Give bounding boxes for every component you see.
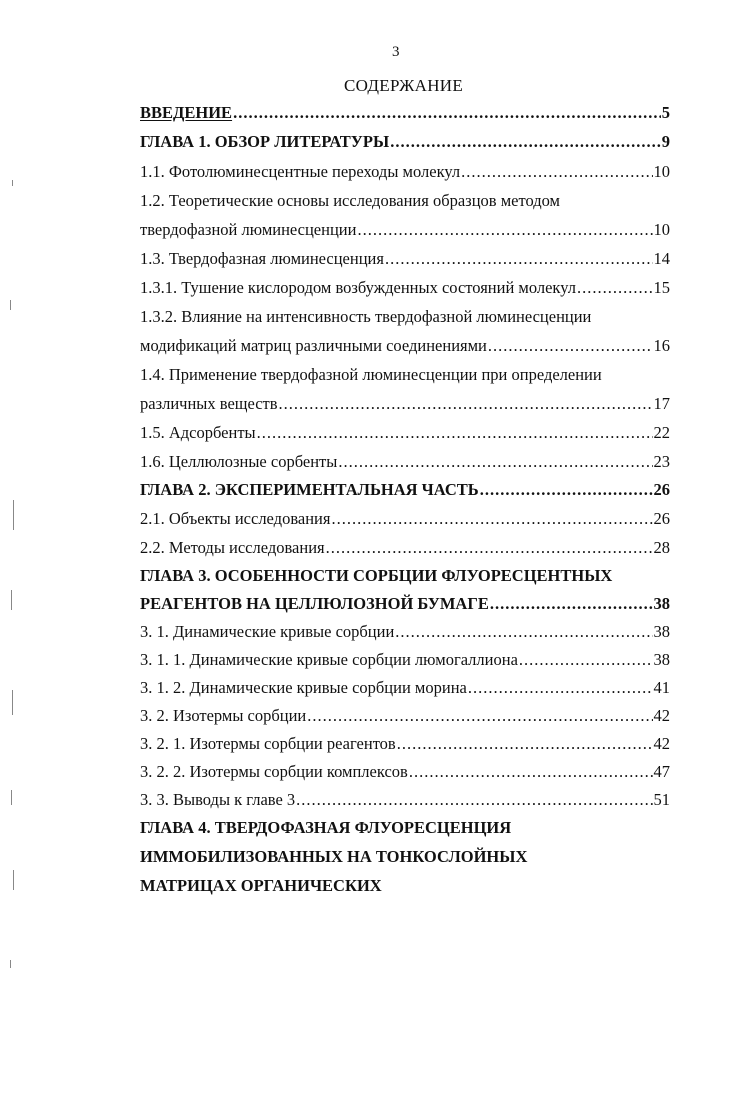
toc-entry-2-2: [140, 538, 670, 558]
toc-entry-3-1-2: [140, 678, 670, 698]
dot-leader: [307, 706, 652, 726]
toc-entry-intro: [140, 103, 670, 123]
toc-entry-page: 26: [653, 480, 670, 499]
toc-entry-page: 28: [653, 538, 670, 557]
dot-leader: [397, 734, 653, 754]
dot-leader: [331, 509, 652, 529]
dot-leader: [461, 162, 652, 182]
toc-entry-page: 51: [653, 790, 670, 809]
dot-leader: [279, 394, 653, 414]
toc-entry-text: ГЛАВА 1. ОБЗОР ЛИТЕРАТУРЫ: [140, 132, 390, 151]
dot-leader: [409, 762, 653, 782]
toc-entry-3-1-1: [140, 650, 670, 670]
scan-speck: [10, 300, 11, 310]
dot-leader: [490, 594, 653, 614]
dot-leader: [326, 538, 653, 558]
toc-entry-text: 1.3.1. Тушение кислородом возбужденных состояний молекул: [140, 278, 576, 297]
page-number: 3: [392, 44, 400, 60]
toc-entry-text: 1.3.2. Влияние на интенсивность твердофазной люминесценции: [140, 307, 592, 326]
dot-leader: [577, 278, 653, 298]
dot-leader: [357, 220, 652, 240]
toc-entry-1-2: [140, 220, 670, 240]
toc-entry-1-5: [140, 423, 670, 443]
scan-speck: [11, 790, 12, 805]
toc-entry-page: 17: [653, 394, 670, 413]
dot-leader: [257, 423, 653, 443]
toc-entry-3-3: [140, 790, 670, 810]
toc-entry-text: 3. 1. Динамические кривые сорбции: [140, 622, 395, 641]
toc-entry-text: твердофазной люминесценции: [140, 220, 357, 239]
toc-entry-page: 10: [653, 220, 670, 239]
toc-entry-page: 10: [653, 162, 670, 181]
toc-entry-3-1: [140, 622, 670, 642]
toc-entry-text: ГЛАВА 3. ОСОБЕННОСТИ СОРБЦИИ ФЛУОРЕСЦЕНТНЫХ: [140, 566, 613, 585]
toc-entry-text: 3. 2. 2. Изотермы сорбции комплексов: [140, 762, 408, 781]
toc-entry-3-2-2: [140, 762, 670, 782]
toc-entry-3-2: [140, 706, 670, 726]
toc-entry-page: 47: [653, 762, 670, 781]
toc-entry-page: 5: [661, 103, 670, 122]
dot-leader: [395, 622, 652, 642]
toc-entry-text: 2.2. Методы исследования: [140, 538, 325, 557]
toc-entry-page: 14: [653, 249, 670, 268]
scan-speck: [13, 870, 14, 890]
toc-entry-text: 3. 3. Выводы к главе 3: [140, 790, 296, 809]
toc-entry-text: ВВЕДЕНИЕ: [140, 103, 233, 122]
toc-entry-text: РЕАГЕНТОВ НА ЦЕЛЛЮЛОЗНОЙ БУМАГЕ: [140, 594, 489, 613]
toc-title: СОДЕРЖАНИЕ: [344, 76, 464, 95]
scan-margin-artifacts: [0, 0, 30, 1100]
toc-entry-text: 1.6. Целлюлозные сорбенты: [140, 452, 338, 471]
dot-leader: [390, 132, 661, 152]
dot-leader: [233, 103, 661, 123]
toc-entry-text: 3. 1. 2. Динамические кривые сорбции морина: [140, 678, 467, 697]
scan-speck: [12, 690, 13, 715]
toc-entry-text: 3. 2. 1. Изотермы сорбции реагентов: [140, 734, 396, 753]
toc-entry-1-3-1: [140, 278, 670, 298]
toc-entry-text: 3. 1. 1. Динамические кривые сорбции люмогаллиона: [140, 650, 518, 669]
toc-entry-chapter-4-line1: [140, 818, 670, 838]
toc-entry-1-6: [140, 452, 670, 472]
toc-entry-chapter-1: [140, 132, 670, 152]
scan-speck: [13, 500, 14, 530]
toc-entry-page: 42: [653, 734, 670, 753]
toc-entry-page: 38: [653, 650, 670, 669]
toc-entry-text: ГЛАВА 2. ЭКСПЕРИМЕНТАЛЬНАЯ ЧАСТЬ: [140, 480, 479, 499]
dot-leader: [385, 249, 653, 269]
toc-entry-page: 15: [653, 278, 670, 297]
scan-speck: [11, 590, 12, 610]
dot-leader: [296, 790, 652, 810]
toc-entry-2-1: [140, 509, 670, 529]
toc-entry-text: 1.2. Теоретические основы исследования образцов методом: [140, 191, 561, 210]
scan-speck: [12, 180, 13, 186]
toc-entry-page: 26: [653, 509, 670, 528]
toc-entry-3-2-1: [140, 734, 670, 754]
toc-entry-text: 1.1. Фотолюминесцентные переходы молекул: [140, 162, 461, 181]
toc-entry-page: 38: [653, 622, 670, 641]
toc-entry-text: МАТРИЦАХ ОРГАНИЧЕСКИХ: [140, 876, 382, 895]
toc-entry-page: 23: [653, 452, 670, 471]
toc-entry-chapter-3: [140, 594, 670, 614]
scan-speck: [10, 960, 11, 968]
toc-entry-1-2-line1: [140, 191, 670, 211]
toc-entry-page: 16: [653, 336, 670, 355]
toc-entry-1-4: [140, 394, 670, 414]
toc-entry-1-3-2: [140, 336, 670, 356]
dot-leader: [488, 336, 653, 356]
toc-entry-chapter-3-line1: [140, 566, 670, 586]
dot-leader: [519, 650, 653, 670]
toc-entry-text: различных веществ: [140, 394, 278, 413]
toc-entry-text: модификаций матриц различными соединениями: [140, 336, 487, 355]
toc-entry-chapter-2: [140, 480, 670, 500]
toc-entry-page: 41: [653, 678, 670, 697]
toc-entry-1-1: [140, 162, 670, 182]
toc-entry-text: 3. 2. Изотермы сорбции: [140, 706, 307, 725]
dot-leader: [480, 480, 653, 500]
dot-leader: [338, 452, 652, 472]
toc-entry-text: 1.3. Твердофазная люминесценция: [140, 249, 384, 268]
toc-entry-1-3: [140, 249, 670, 269]
toc-entry-text: 2.1. Объекты исследования: [140, 509, 331, 528]
toc-entry-text: 1.4. Применение твердофазной люминесценции при определении: [140, 365, 602, 384]
toc-entry-1-4-line1: [140, 365, 670, 385]
toc-entry-page: 9: [661, 132, 670, 151]
toc-entry-chapter-4-line3: [140, 876, 670, 896]
toc-entry-chapter-4-line2: [140, 847, 670, 867]
dot-leader: [468, 678, 653, 698]
toc-entry-text: ГЛАВА 4. ТВЕРДОФАЗНАЯ ФЛУОРЕСЦЕНЦИЯ: [140, 818, 512, 837]
toc-entry-page: 42: [653, 706, 670, 725]
toc-entry-page: 38: [653, 594, 670, 613]
toc-entry-text: ИММОБИЛИЗОВАННЫХ НА ТОНКОСЛОЙНЫХ: [140, 847, 528, 866]
toc-entry-text: 1.5. Адсорбенты: [140, 423, 256, 442]
toc-entry-page: 22: [653, 423, 670, 442]
toc-entry-1-3-2-line1: [140, 307, 670, 327]
